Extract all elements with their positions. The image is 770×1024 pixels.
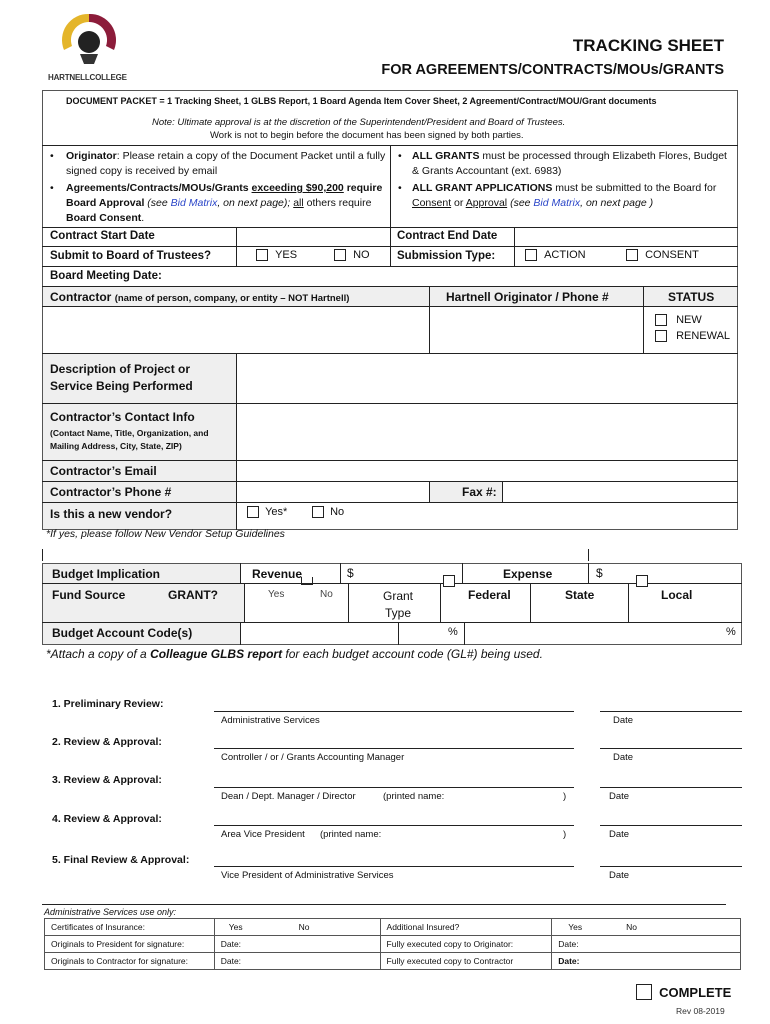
review-3-date: Date <box>609 791 630 802</box>
expense-label: Expense <box>503 567 553 581</box>
contract-end-label: Contract End Date <box>397 230 498 242</box>
admin-row-contractor <box>45 953 741 970</box>
admin-heading: Administrative Services use only: <box>44 907 177 917</box>
contact-info-label: Contractor’s Contact Info <box>50 410 195 424</box>
contact-info-field[interactable] <box>237 404 737 460</box>
page-subtitle: FOR AGREEMENTS/CONTRACTS/MOUs/GRANTS <box>381 62 724 78</box>
bullet-board-approval: • Agreements/Contracts/MOUs/Grants exceeding $90,200 require Board Approval (see Bid Matrix, on next page); all others require Board Consent. <box>50 182 383 224</box>
revenue-dollar: $ <box>347 566 354 580</box>
revenue-amount-checkbox[interactable] <box>443 575 455 587</box>
packet-line: DOCUMENT PACKET = 1 Tracking Sheet, 1 GLBS Report, 1 Board Agenda Item Cover Sheet, 2 Agreement/Contract/MOU/Grant documents <box>66 96 657 106</box>
contractor-label: Contractor (name of person, company, or entity – NOT Hartnell) <box>50 290 350 304</box>
admin-cell-label: Originals to President for signature: <box>45 936 215 953</box>
consent-option[interactable]: CONSENT <box>626 249 699 261</box>
review-4-step: 4. Review & Approval: <box>52 813 162 825</box>
admin-cell-label: Fully executed copy to Contractor <box>380 953 552 970</box>
fax-label: Fax #: <box>462 485 497 499</box>
vendor-no-checkbox[interactable] <box>312 506 324 518</box>
admin-cell-label: Fully executed copy to Originator: <box>380 936 552 953</box>
insurance-no-option[interactable]: No <box>298 922 310 932</box>
contractor-email-label: Contractor’s Email <box>50 464 157 478</box>
review-3-printed-name: (printed name: <box>383 791 445 802</box>
vendor-note: *If yes, please follow New Vendor Setup Guidelines <box>46 528 285 540</box>
college-logo <box>44 10 134 82</box>
bullet-originator: • Originator: Please retain a copy of the Document Packet until a fully signed copy is received by email <box>50 150 386 177</box>
vendor-yes-option[interactable]: Yes* <box>247 506 287 518</box>
fund-source-label: Fund Source <box>52 588 126 602</box>
review-1-role: Administrative Services <box>221 715 320 726</box>
work-note: Work is not to begin before the document has been signed by both parties. <box>210 130 524 141</box>
complete-checkbox[interactable] <box>636 984 652 1000</box>
admin-cell-label: Originals to Contractor for signature: <box>45 953 215 970</box>
grant-question-label: GRANT? <box>168 588 218 602</box>
grant-type-label: Grant Type <box>382 589 413 620</box>
grant-no-option[interactable]: No <box>320 589 333 600</box>
board-yes-option[interactable]: YES <box>256 249 297 261</box>
revenue-checkbox[interactable] <box>301 577 313 585</box>
admin-row-president <box>45 936 741 953</box>
revision-label: Rev 08-2019 <box>676 1006 725 1016</box>
contractor-copy-date-field[interactable]: Date: <box>552 953 741 970</box>
contractor-phone-field[interactable] <box>237 482 429 502</box>
review-2-step: 2. Review & Approval: <box>52 736 162 748</box>
review-5-step: 5. Final Review & Approval: <box>52 854 190 866</box>
vendor-yes-checkbox[interactable] <box>247 506 259 518</box>
bullet-grant-applications: • ALL GRANT APPLICATIONS must be submitted to the Board for Consent or Approval (see Bid Matrix, on next page ) <box>398 182 717 209</box>
federal-label: Federal <box>468 588 511 602</box>
review-2-date: Date <box>613 752 634 763</box>
status-label: STATUS <box>668 290 715 304</box>
local-label: Local <box>661 588 693 602</box>
review-3-step: 3. Review & Approval: <box>52 774 162 786</box>
action-option[interactable]: ACTION <box>525 249 586 261</box>
percent-1: % <box>448 626 458 638</box>
review-4-paren-close: ) <box>563 829 567 840</box>
status-new-checkbox[interactable] <box>655 314 667 326</box>
contractor-date-field[interactable]: Date: <box>214 953 380 970</box>
account-codes-label: Budget Account Code(s) <box>52 626 193 640</box>
president-date-field[interactable]: Date: <box>214 936 380 953</box>
description-label: Description of Project or Service Being Performed <box>50 362 193 393</box>
originator-copy-date-field[interactable]: Date: <box>552 936 741 953</box>
status-renewal-checkbox[interactable] <box>655 330 667 342</box>
review-3-paren-close: ) <box>563 791 567 802</box>
new-vendor-label: Is this a new vendor? <box>50 507 173 521</box>
status-new-option[interactable]: NEW <box>655 314 702 326</box>
admin-cell-label: Certificates of Insurance: <box>45 919 215 936</box>
expense-dollar: $ <box>596 566 603 580</box>
action-checkbox[interactable] <box>525 249 537 261</box>
review-4-date: Date <box>609 829 630 840</box>
admin-row-insurance <box>45 919 741 936</box>
approval-note: Note: Ultimate approval is at the discretion of the Superintendent/President and Board of Trustees. <box>152 117 566 128</box>
board-no-checkbox[interactable] <box>334 249 346 261</box>
insurance-yes-option[interactable]: Yes <box>228 922 243 932</box>
bullet-all-grants: • ALL GRANTS must be processed through Elizabeth Flores, Budget & Grants Accountant (ext. 6983) <box>398 150 727 177</box>
review-5-date: Date <box>609 870 630 881</box>
contact-info-hint: (Contact Name, Title, Organization, and Mailing Address, City, State, ZIP) <box>50 428 209 451</box>
college-logo-text: HARTNELLCOLLEGE <box>48 73 127 82</box>
review-4-role: Area Vice President <box>221 829 305 840</box>
contract-start-label: Contract Start Date <box>50 230 155 242</box>
review-1-step: 1. Preliminary Review: <box>52 698 164 710</box>
board-meeting-label: Board Meeting Date: <box>50 270 162 282</box>
revenue-label: Revenue <box>252 567 303 581</box>
submission-type-label: Submission Type: <box>397 250 496 262</box>
state-label: State <box>565 588 595 602</box>
board-no-option[interactable]: NO <box>334 249 370 261</box>
originator-phone-field[interactable] <box>430 307 642 352</box>
review-1-date: Date <box>613 715 634 726</box>
additional-insured-yes-option[interactable]: Yes <box>568 922 583 932</box>
panther-logo-icon <box>44 10 134 66</box>
consent-checkbox[interactable] <box>626 249 638 261</box>
glbs-note: *Attach a copy of a Colleague GLBS report for each budget account code (GL#) being used. <box>46 647 543 661</box>
board-yes-checkbox[interactable] <box>256 249 268 261</box>
expense-amount-checkbox[interactable] <box>636 575 648 587</box>
submit-board-label: Submit to Board of Trustees? <box>50 250 212 262</box>
admin-table <box>44 918 741 970</box>
fax-field[interactable] <box>503 482 737 502</box>
admin-cell-label: Additional Insured? <box>380 919 552 936</box>
review-5-role: Vice President of Administrative Services <box>221 870 394 881</box>
review-2-role: Controller / or / Grants Accounting Manager <box>221 752 405 763</box>
page-title: TRACKING SHEET <box>572 36 724 55</box>
review-4-printed-name: (printed name: <box>320 829 382 840</box>
review-3-role: Dean / Dept. Manager / Director <box>221 791 356 802</box>
budget-implication-label: Budget Implication <box>52 567 160 581</box>
account-code-2-field[interactable] <box>465 623 725 644</box>
contractor-email-field[interactable] <box>237 461 737 481</box>
status-renewal-option[interactable]: RENEWAL <box>655 330 730 342</box>
vendor-no-option[interactable]: No <box>312 506 344 518</box>
account-code-1-field[interactable] <box>241 623 397 644</box>
complete-option[interactable]: COMPLETE <box>636 984 731 1000</box>
percent-2: % <box>726 626 736 638</box>
contractor-name-field[interactable] <box>43 307 428 352</box>
grant-yes-option[interactable]: Yes <box>268 589 285 600</box>
description-field[interactable] <box>237 354 737 403</box>
contractor-phone-label: Contractor’s Phone # <box>50 485 172 499</box>
additional-insured-no-option[interactable]: No <box>626 922 637 932</box>
originator-phone-label: Hartnell Originator / Phone # <box>446 290 609 304</box>
